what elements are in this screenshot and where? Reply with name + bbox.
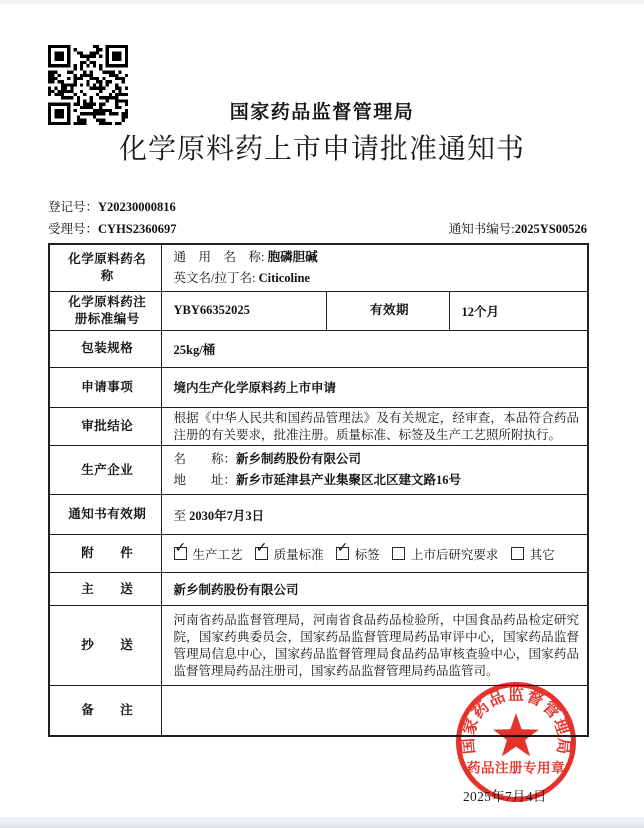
- field-value: [161, 573, 588, 606]
- registration-label: 登记号：: [48, 200, 99, 214]
- table-row-attachments: [49, 535, 588, 573]
- table-row-standard-no: [49, 292, 588, 331]
- registration-value: Y20230000816: [98, 200, 176, 214]
- field-value: [161, 495, 588, 535]
- field-label: 申请事项: [49, 367, 161, 407]
- checkbox-label: 标签: [354, 547, 380, 562]
- manufacturer-address-line: [174, 470, 580, 491]
- manufacturer-name-line: [174, 449, 580, 470]
- scan-edge-bottom: [0, 818, 644, 828]
- conclusion-text: 根据《中华人民共和国药品管理法》及有关规定，经审查，本品符合药品注册的有关要求，批准注册。质量标准、标签及生产工艺照所附执行。: [161, 407, 588, 446]
- svg-text:理: 理: [549, 716, 572, 738]
- table-row-cc: [49, 606, 588, 686]
- english-name-value: Citicoline: [258, 271, 310, 285]
- notice-label: 通知书编号:: [448, 222, 515, 236]
- table-row-conclusion: [49, 407, 588, 446]
- acceptance-label: 受理号：: [48, 222, 99, 236]
- table-row-manufacturer: [49, 446, 588, 495]
- field-label: 审批结论: [49, 407, 161, 446]
- checkbox-icon: [392, 547, 405, 560]
- table-row-application: [49, 367, 588, 407]
- field-label: 备 注: [49, 686, 161, 736]
- table-row-notice-validity: [49, 495, 588, 535]
- validity-value: [449, 292, 588, 331]
- issue-date: 2025年7月4日: [463, 789, 547, 804]
- doc-title: 化学原料药上市申请批准通知书: [118, 134, 525, 165]
- cc-text: 河南省药品监督管理局，河南省食品药品检验所，中国食品药品检定研究院，国家药典委员会，国家药品监督管理局药品审评中心，国家药品监督管理局信息中心，国家药品监督管理局食品药品审核查验中心，国家药品监督管理局药品注册司，国家药品监督管理局药品监管司。: [161, 606, 588, 686]
- attachments-value: [161, 535, 588, 573]
- svg-text:家: 家: [460, 716, 483, 738]
- check-mark-icon: ✓: [255, 539, 268, 556]
- checkbox-icon: [336, 539, 349, 560]
- manufacturer-name-label: 名 称：: [173, 452, 237, 467]
- field-label: 主 送: [49, 573, 161, 606]
- notice-validity-text: 2030年7月3日: [189, 508, 265, 523]
- field-value: [161, 330, 588, 367]
- packaging-text: 25kg/桶: [173, 342, 216, 357]
- field-label: 通知书有效期: [49, 495, 161, 535]
- english-name-label: 英文名/拉丁名:: [173, 271, 256, 285]
- manufacturer-name-value: 新乡制药股份有限公司: [236, 452, 362, 467]
- checkbox-label: 质量标准: [273, 547, 324, 562]
- checkbox-quality-standard: [255, 539, 324, 563]
- field-label: 附 件: [49, 535, 161, 573]
- acceptance-no: [48, 218, 177, 240]
- table-row-packaging: [49, 330, 588, 367]
- checkbox-icon: [511, 547, 524, 560]
- standard-no-value: [161, 292, 326, 331]
- svg-text:督: 督: [524, 687, 546, 710]
- checkbox-label: 其它: [529, 547, 555, 562]
- svg-text:监: 监: [507, 686, 525, 704]
- approval-table: [48, 243, 589, 737]
- table-row-drug-name: [49, 244, 588, 292]
- check-mark-icon: ✓: [336, 539, 349, 556]
- field-label: 生产企业: [49, 446, 161, 495]
- svg-text:局: 局: [553, 737, 572, 755]
- english-name-line: [174, 268, 580, 289]
- field-value: [161, 244, 588, 292]
- notice-value: 2025YS00526: [514, 222, 587, 236]
- acceptance-line: [48, 218, 587, 240]
- svg-text:管: 管: [538, 698, 563, 722]
- checkbox-icon: [174, 539, 187, 560]
- field-label: 化学原料药注册标准编号: [49, 292, 161, 331]
- checkbox-label: 生产工艺: [192, 547, 243, 562]
- validity-prefix: 至: [173, 508, 187, 523]
- registration-no: [48, 196, 176, 218]
- notice-no: [449, 218, 587, 240]
- field-label: 包装规格: [49, 330, 161, 367]
- field-value: [161, 446, 588, 495]
- document-meta: [48, 196, 587, 240]
- validity-text: 12个月: [461, 304, 500, 319]
- checkbox-other: [511, 545, 555, 563]
- checkbox-label: 上市后研究要求: [410, 547, 499, 562]
- generic-name-line: [174, 247, 580, 268]
- registration-line: [48, 196, 587, 218]
- checkbox-post-market-study: [392, 545, 499, 563]
- checkbox-icon: [255, 539, 268, 560]
- svg-text:国: 国: [460, 737, 479, 755]
- field-label: 化学原料药名称: [49, 244, 161, 292]
- acceptance-value: CYHS2360697: [98, 222, 177, 236]
- manufacturer-address-value: 新乡市延津县产业集聚区北区建文路16号: [236, 473, 462, 488]
- remarks-value: [161, 686, 588, 736]
- table-row-main-recipient: [49, 573, 588, 606]
- standard-no-text: YBY66352025: [173, 303, 250, 318]
- seal-stamp-text: 药品注册专用章: [467, 760, 565, 776]
- main-recipient-text: 新乡制药股份有限公司: [173, 583, 299, 598]
- scan-edge-top: [0, 0, 644, 4]
- generic-name-value: 胞磷胆碱: [267, 250, 318, 264]
- application-text: 境内生产化学原料药上市申请: [173, 381, 337, 396]
- field-label: 抄 送: [49, 606, 161, 686]
- svg-text:品: 品: [486, 687, 508, 710]
- check-mark-icon: ✓: [174, 539, 187, 556]
- checkbox-label-attachment: [336, 539, 380, 563]
- validity-label: 有效期: [326, 292, 449, 331]
- table-row-remarks: [49, 686, 588, 736]
- generic-name-label: 通 用 名 称:: [173, 250, 265, 264]
- org-name: 国家药品监督管理局: [229, 102, 415, 123]
- manufacturer-address-label: 地 址：: [173, 473, 237, 488]
- svg-text:药: 药: [469, 698, 494, 722]
- field-value: [161, 367, 588, 407]
- checkbox-production-process: [174, 539, 243, 563]
